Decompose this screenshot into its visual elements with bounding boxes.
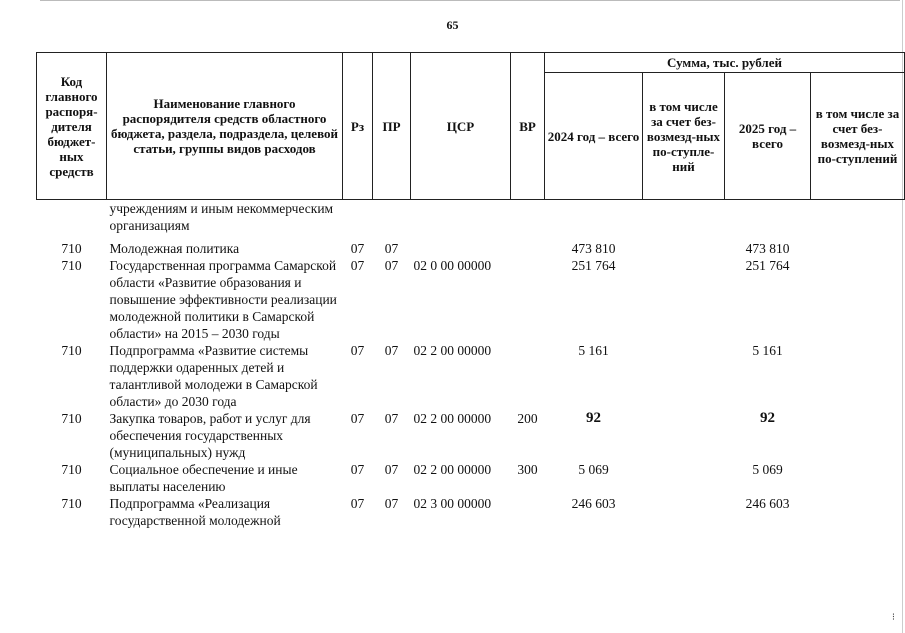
- row-2024-grant: [643, 342, 725, 410]
- row-rz: 07: [350, 411, 365, 426]
- row-name: учреждениям и иным некоммерческим организациям: [109, 201, 334, 233]
- table-row: [37, 410, 905, 461]
- header-sum-group: Сумма, тыс. рублей: [545, 53, 905, 73]
- header-2024-grant: в том числе за счет без-возмезд-ных по-ступле-ний: [643, 73, 725, 200]
- row-rz: 07: [350, 241, 365, 256]
- row-name: Социальное обеспечение и иные выплаты населению: [109, 462, 298, 494]
- row-vr: [511, 200, 545, 235]
- row-2025-total: 473 810: [745, 241, 790, 256]
- row-2025-grant: [811, 200, 905, 235]
- row-2024-total: 5 161: [578, 343, 609, 358]
- row-pr: [373, 200, 411, 235]
- row-2024-grant: [643, 461, 725, 495]
- row-2025-total: 246 603: [745, 496, 790, 511]
- row-csr: 02 0 00 00000: [413, 258, 492, 273]
- row-2024-grant: [643, 410, 725, 461]
- header-csr: ЦСР: [411, 53, 511, 200]
- row-csr: 02 2 00 00000: [413, 343, 492, 358]
- row-2024-total: 473 810: [571, 241, 616, 256]
- row-code: 710: [61, 411, 82, 426]
- row-2025-grant: [811, 410, 905, 461]
- row-2024-grant: [643, 240, 725, 257]
- row-2025-grant: [811, 257, 905, 342]
- row-name: Подпрограмма «Развитие системы поддержки одаренных детей и талантливой молодежи в Самарской области» до 2030 года: [109, 343, 318, 409]
- row-csr: 02 2 00 00000: [413, 462, 492, 477]
- table-row: [37, 200, 905, 235]
- row-name: Закупка товаров, работ и услуг для обеспечения государственных (муниципальных) нужд: [109, 411, 311, 460]
- row-2025-total: 5 161: [752, 343, 783, 358]
- table-header: [37, 53, 905, 200]
- row-2024-grant: [643, 257, 725, 342]
- table-row: [37, 461, 905, 495]
- header-2025-grant: в том числе за счет без-возмезд-ных по-ступлений: [811, 73, 905, 200]
- row-code: 710: [61, 258, 82, 273]
- row-vr: 300: [517, 462, 538, 477]
- row-2024-total: 246 603: [571, 496, 616, 511]
- header-2024-total: 2024 год – всего: [545, 73, 643, 200]
- row-2025-grant: [811, 342, 905, 410]
- row-2025-grant: [811, 240, 905, 257]
- page-number: 65: [446, 18, 459, 32]
- row-2025-grant: [811, 461, 905, 495]
- header-code: Код главного распоря-дителя бюджет-ных средств: [37, 53, 107, 200]
- table-row: [37, 257, 905, 342]
- row-rz: [343, 200, 373, 235]
- row-csr: 02 2 00 00000: [413, 411, 492, 426]
- row-2024-total: 92: [586, 410, 601, 426]
- header-name: Наименование главного распорядителя средств областного бюджета, раздела, подраздела, целевой статьи, группы видов расходов: [107, 53, 343, 200]
- row-2025-total: 5 069: [752, 462, 783, 477]
- header-pr: ПР: [373, 53, 411, 200]
- table-row: [37, 240, 905, 257]
- row-csr: [411, 200, 511, 235]
- row-2024-total: 5 069: [578, 462, 609, 477]
- row-code: 710: [61, 462, 82, 477]
- row-rz: 07: [350, 258, 365, 273]
- row-csr: [411, 240, 511, 257]
- row-2024-grant: [643, 495, 725, 529]
- scan-mark: ⁝: [891, 612, 895, 623]
- row-code: 710: [61, 496, 82, 511]
- row-vr: [511, 495, 545, 529]
- row-2024-grant: [643, 200, 725, 235]
- row-pr: 07: [384, 343, 399, 358]
- row-rz: 07: [350, 496, 365, 511]
- row-name: Подпрограмма «Реализация государственной молодежной: [109, 496, 281, 528]
- row-pr: 07: [384, 496, 399, 511]
- scan-edge: [40, 0, 900, 1]
- budget-table: [36, 52, 905, 529]
- table-row: [37, 495, 905, 529]
- row-2025-total: [725, 200, 811, 235]
- row-pr: 07: [384, 241, 399, 256]
- row-2025-total: 251 764: [745, 258, 790, 273]
- row-name: Государственная программа Самарской области «Развитие образования и повышение эффективности реализации молодежной политики в Самарской области» на 2015 – 2030 годы: [109, 258, 337, 341]
- row-2024-total: 251 764: [571, 258, 616, 273]
- row-2024-total: [545, 200, 643, 235]
- row-rz: 07: [350, 343, 365, 358]
- header-vr: ВР: [511, 53, 545, 200]
- row-name: Молодежная политика: [109, 241, 240, 256]
- row-vr: [511, 240, 545, 257]
- row-rz: 07: [350, 462, 365, 477]
- row-code: 710: [61, 241, 82, 256]
- row-2025-grant: [811, 495, 905, 529]
- table-body: [37, 200, 905, 530]
- row-vr: 200: [517, 411, 538, 426]
- row-pr: 07: [384, 258, 399, 273]
- row-csr: 02 3 00 00000: [413, 496, 492, 511]
- row-pr: 07: [384, 462, 399, 477]
- row-vr: [511, 342, 545, 410]
- header-2025-total: 2025 год – всего: [725, 73, 811, 200]
- row-pr: 07: [384, 411, 399, 426]
- row-code: 710: [61, 343, 82, 358]
- row-code: [37, 200, 107, 235]
- header-rz: Рз: [343, 53, 373, 200]
- row-vr: [511, 257, 545, 342]
- row-2025-total: 92: [760, 410, 775, 426]
- table-row: [37, 342, 905, 410]
